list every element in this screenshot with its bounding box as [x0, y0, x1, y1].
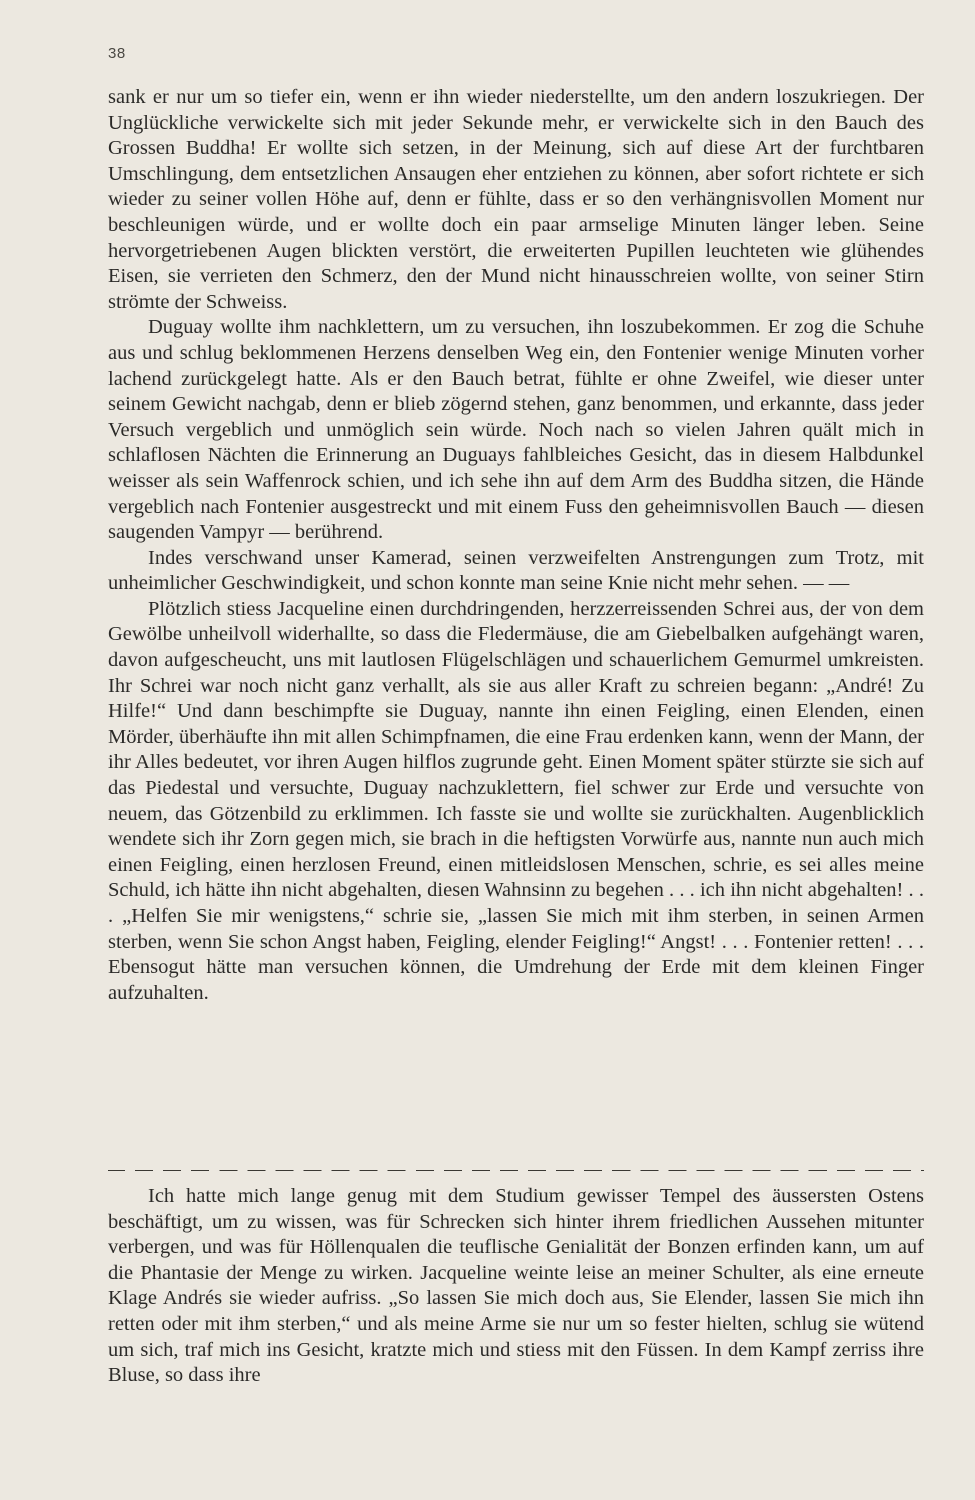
paragraph: Plötzlich stiess Jacqueline einen durchdringenden, herzzerreissenden Schrei aus, der von dem Gewölbe unheilvoll widerhallte, so dass die Fledermäuse, die am Giebelbalken aufgehängt waren, davon aufgescheucht, uns mit lautlosen Flügelschlägen und schauerlichem Gemurmel umkreisten. Ihr Schrei war noch nicht ganz verhallt, als sie aus aller Kraft zu schreien begann: „André! Zu Hilfe!“ Und dann beschimpfte sie Duguay, nannte ihn einen Feigling, einen Elenden, einen Mörder, überhäufte ihn mit allen Schimpfnamen, die eine Frau erdenken kann, wenn der Mann, der ihr Alles bedeutet, vor ihren Augen hilflos zugrunde geht. Einen Moment später stürzte sie sich auf das Piedestal und versuchte, Duguay nachzuklettern, fiel schwer zur Erde und versuchte von neuem, das Götzenbild zu erklimmen. Ich fasste sie und wollte sie zurückhalten. Augenblicklich wendete sich ihr Zorn gegen mich, sie brach in die heftigsten Vorwürfe aus, nannte nun auch mich einen Feigling, einen herzlosen Freund, einen mitleidslosen Menschen, schrie, es sei alles meine Schuld, ich hätte ihn nicht abgehalten, diesen Wahnsinn zu begehen . . . ich ihn nicht abgehalten! . . . „Helfen Sie mir wenigstens,“ schrie sie, „lassen Sie mich mit ihm sterben, in seinen Armen sterben, wenn Sie schon Angst haben, Feigling, elender Feigling!“ Angst! . . . Fontenier retten! . . . Ebensogut hätte man versuchen können, die Umdrehung der Erde mit dem kleinen Finger aufzuhalten.	[108, 597, 924, 1004]
section-separator	[108, 1170, 924, 1171]
paragraph: sank er nur um so tiefer ein, wenn er ihn wieder niederstellte, um den andern loszukriegen. Der Unglückliche verwickelte sich mit jeder Sekunde mehr, er verwickelte sich in den Bauch des Grossen Buddha! Er wollte sich setzen, in der Meinung, sich auf diese Art der furchtbaren Umschlingung, dem entsetzlichen Ansaugen eher entziehen zu können, aber sofort richtete er sich wieder zu seiner vollen Höhe auf, denn er fühlte, dass er so den verhängnisvollen Moment nur beschleunigen würde, und er wollte doch ein paar armselige Minuten länger leben. Seine hervorgetriebenen Augen blickten verstört, die erweiterten Pupillen leuchteten wie glühendes Eisen, sie verrieten den Schmerz, den der Mund nicht hinausschreien wollte, von seiner Stirn strömte der Schweiss.	[108, 86, 924, 313]
text-section-1	[108, 85, 924, 1006]
paragraph: Ich hatte mich lange genug mit dem Studium gewisser Tempel des äussersten Ostens beschäftigt, um zu wissen, was für Schrecken sich hinter ihrem friedlichen Aussehen mitunter verbergen, und was für Höllenqualen die teuflische Genialität der Bonzen erfinden kann, um auf die Phantasie der Menge zu wirken. Jacqueline weinte leise an meiner Schulter, als eine erneute Klage Andrés sie wieder aufriss. „So lassen Sie mich doch aus, Sie Elender, lassen Sie mich ihn retten oder mit ihm sterben,“ und als meine Arme sie nur um so fester hielten, schlug sie wütend um sich, traf mich ins Gesicht, kratzte mich und stiess mit den Füssen. In dem Kampf zerriss ihre Bluse, so dass ihre	[108, 1185, 924, 1387]
text-section-2	[108, 1184, 924, 1389]
page-number: 38	[108, 45, 126, 62]
paragraph: Indes verschwand unser Kamerad, seinen verzweifelten Anstrengungen zum Trotz, mit unheimlicher Geschwindigkeit, und schon konnte man seine Knie nicht mehr sehen. — —	[108, 546, 924, 595]
paragraph: Duguay wollte ihm nachklettern, um zu versuchen, ihn loszubekommen. Er zog die Schuhe aus und schlug beklommenen Herzens denselben Weg ein, den Fontenier wenige Minuten vorher lachend zurückgelegt hatte. Als er den Bauch betrat, fühlte er ohne Zweifel, wie dieser unter seinem Gewicht nachgab, denn er blieb zögernd stehen, ganz benommen, und erkannte, dass jeder Versuch vergeblich und unmöglich sein würde. Noch nach so vielen Jahren quält mich in schlaflosen Nächten die Erinnerung an Duguays fahlbleiches Gesicht, das in diesem Halbdunkel weisser als sein Waffenrock schien, und ich sehe ihn auf dem Arm des Buddha sitzen, die Hände vergeblich nach Fontenier ausgestreckt und mit einem Fuss den geheimnisvollen Bauch — diesen saugenden Vampyr — berührend.	[108, 316, 924, 544]
